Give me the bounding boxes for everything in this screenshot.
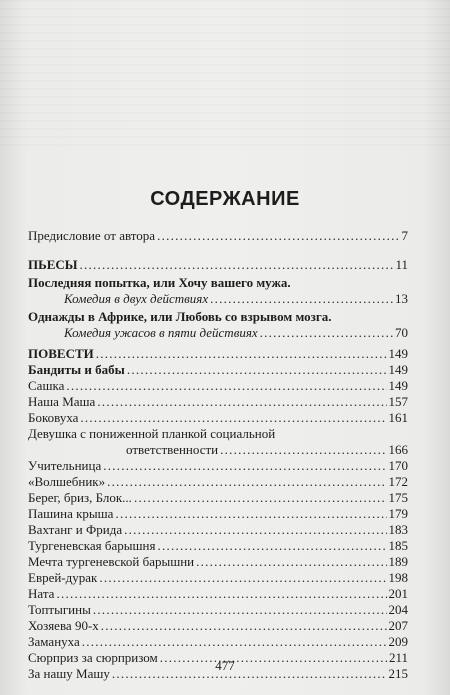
toc-section-row <box>28 346 408 362</box>
leader-dots <box>260 325 393 341</box>
toc-entry-title: Учительница <box>28 458 102 473</box>
toc-row <box>28 410 408 426</box>
toc-entry-page: 211 <box>388 650 408 665</box>
leader-dots <box>134 490 387 506</box>
leader-dots <box>196 554 386 570</box>
toc-row <box>28 490 408 506</box>
toc-entry-page: 209 <box>388 634 408 649</box>
toc-entry-page: 207 <box>388 618 408 633</box>
toc-entry-title: Еврей-дурак <box>28 570 98 585</box>
toc-entry-title: Наша Маша <box>28 394 96 409</box>
toc-row <box>28 538 408 554</box>
toc-entry-page: 149 <box>388 346 408 361</box>
toc-entry-page: 201 <box>388 586 408 601</box>
toc-entry-title: Топтыгины <box>28 602 91 617</box>
toc-row <box>28 228 408 244</box>
toc-entry-page: 185 <box>388 538 408 553</box>
leader-dots <box>80 257 394 273</box>
toc-entry-page: 157 <box>388 394 408 409</box>
toc-entry-page: 215 <box>388 666 408 681</box>
toc-row <box>28 394 408 410</box>
toc-row <box>28 291 408 307</box>
toc-entry-title: Замануха <box>28 634 80 649</box>
toc-entry-page: 175 <box>388 490 408 505</box>
toc-entry-page: 183 <box>388 522 408 537</box>
toc-entry-title: Тургеневская барышня <box>28 538 156 553</box>
toc-entry-page: 172 <box>388 474 408 489</box>
toc-section-row <box>28 257 408 273</box>
toc-entry-title: Пашина крыша <box>28 506 114 521</box>
toc-preface <box>28 228 408 244</box>
toc-entry-page: 13 <box>395 291 408 306</box>
leader-dots <box>220 442 386 458</box>
toc-entry-page: 149 <box>388 378 408 393</box>
toc-entry-title: Девушка с пониженной планкой социальной <box>28 426 276 441</box>
leader-dots <box>107 474 386 490</box>
toc-entry-title: Берег, бриз, Блок... <box>28 490 132 505</box>
toc-entry-title: Однажды в Африке, или Любовь со взрывом мозга. <box>28 309 332 324</box>
toc-section-title: ПОВЕСТИ <box>28 346 94 361</box>
toc-row <box>28 586 408 602</box>
toc-entry-page: 161 <box>388 410 408 425</box>
toc-entry-title: ответственности <box>126 442 219 457</box>
toc-entry-title: Вахтанг и Фрида <box>28 522 123 537</box>
toc-entry-page: 198 <box>388 570 408 585</box>
leader-dots <box>124 522 386 538</box>
leader-dots <box>66 378 386 394</box>
toc-row <box>28 362 408 378</box>
toc-entry-page: 170 <box>388 458 408 473</box>
toc-row <box>28 618 408 634</box>
toc-section-title: ПЬЕСЫ <box>28 257 78 272</box>
toc-entry-page: 189 <box>388 554 408 569</box>
leader-dots <box>82 634 387 650</box>
leader-dots <box>56 586 386 602</box>
toc-row <box>28 602 408 618</box>
toc-entry-title: Бандиты и бабы <box>28 362 125 377</box>
toc-entry-title: «Волшебник» <box>28 474 106 489</box>
toc-row <box>28 570 408 586</box>
leader-dots <box>157 228 399 244</box>
toc-entry-page: 11 <box>395 257 408 272</box>
toc-entry-page: 204 <box>388 602 408 617</box>
toc-row <box>28 634 408 650</box>
leader-dots <box>101 618 387 634</box>
toc-entry-title: Боковуха <box>28 410 79 425</box>
leader-dots <box>127 362 387 378</box>
bleed-through-text <box>0 0 450 150</box>
toc-row <box>28 506 408 522</box>
leader-dots <box>96 346 387 362</box>
toc-entry-page: 70 <box>395 325 408 340</box>
leader-dots <box>80 410 386 426</box>
toc-row <box>28 474 408 490</box>
toc-row <box>28 325 408 341</box>
leader-dots <box>210 291 393 307</box>
toc-entry-page: 166 <box>388 442 408 457</box>
toc-entry-subtitle: Комедия ужасов в пяти действиях <box>64 325 258 340</box>
toc-entry-page: 149 <box>388 362 408 377</box>
toc-stories <box>28 346 408 682</box>
toc-entry-title: Мечта тургеневской барышни <box>28 554 195 569</box>
toc-entry-page: 179 <box>388 506 408 521</box>
leader-dots <box>93 602 387 618</box>
leader-dots <box>99 570 386 586</box>
toc-entry-title: Предисловие от автора <box>28 228 156 243</box>
toc-row <box>28 554 408 570</box>
page-number: 477 <box>215 658 235 673</box>
toc-row <box>28 458 408 474</box>
toc-plays <box>28 257 408 341</box>
toc-row <box>28 522 408 538</box>
toc-entry-subtitle: Комедия в двух действиях <box>64 291 209 306</box>
leader-dots <box>103 458 386 474</box>
toc-entry-title: Хозяева 90-х <box>28 618 99 633</box>
leader-dots <box>115 506 386 522</box>
toc-entry-title: За нашу Машу <box>28 666 110 681</box>
toc-row <box>28 378 408 394</box>
page-title: СОДЕРЖАНИЕ <box>150 188 300 210</box>
toc-row <box>28 442 408 458</box>
toc-entry-page: 7 <box>401 228 408 243</box>
toc-entry-title: Сашка <box>28 378 65 393</box>
toc-entry-title: Последняя попытка, или Хочу вашего мужа. <box>28 275 291 290</box>
toc-entry-title: Сюрприз за сюрпризом <box>28 650 158 665</box>
leader-dots <box>97 394 386 410</box>
toc-entry-title: Ната <box>28 586 55 601</box>
leader-dots <box>157 538 386 554</box>
